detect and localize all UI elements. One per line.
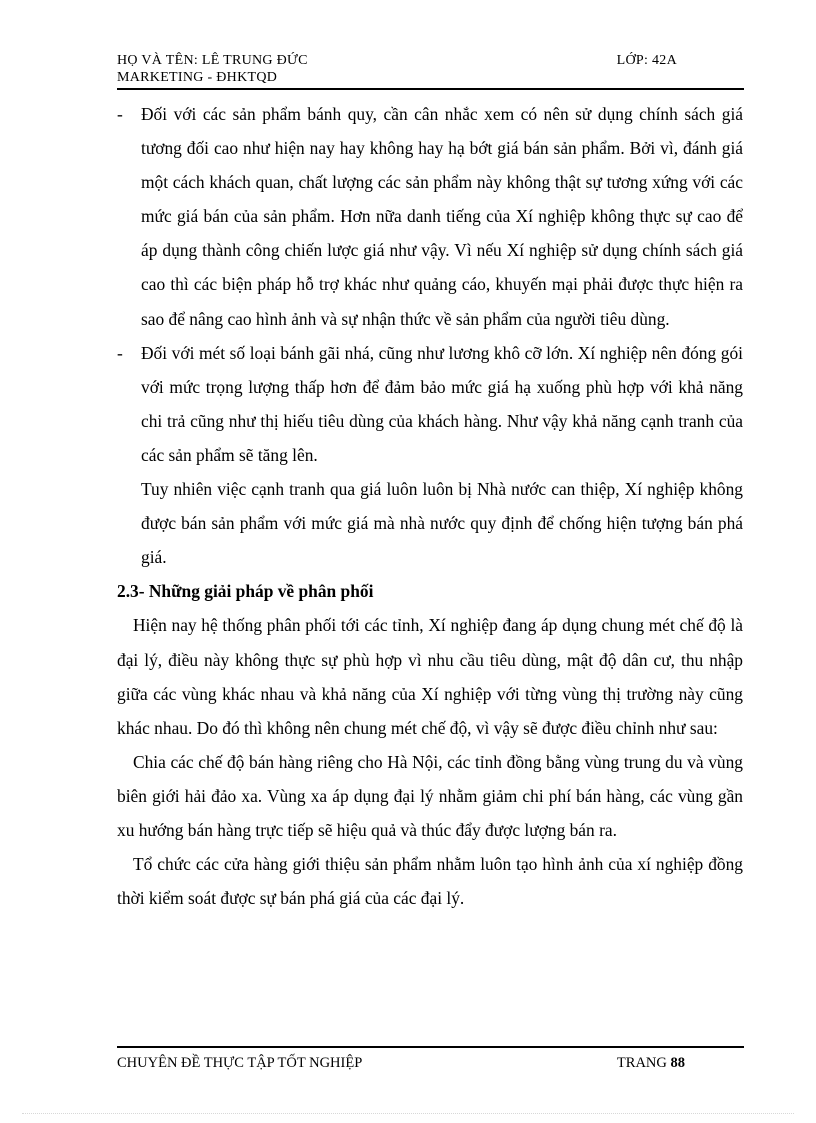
author-name: HỌ VÀ TÊN: LÊ TRUNG ĐỨC xyxy=(117,53,308,68)
header-rule xyxy=(117,88,744,90)
section-heading: 2.3- Những giải pháp về phân phối xyxy=(117,581,374,602)
page-edge-dots xyxy=(22,1113,794,1114)
document-body xyxy=(117,97,743,915)
paragraph-distribution: Hiện nay hệ thống phân phối tới các tỉnh, Xí nghiệp đang áp dụng chung mét chế độ là đại lý, điều này không thực sự phù hợp vì nhu cầu tiêu dùng, mật độ dân cư, thu nhập giữa các vùng khác nhau và khả năng của Xí nghiệp với từng vùng thị trường này cũng khác nhau. Do đó thì không nên chung mét chế độ, vì vậy sẽ được điều chỉnh như sau: xyxy=(117,615,743,738)
class-label: LỚP: 42A xyxy=(616,53,677,68)
page-footer xyxy=(117,1054,743,1072)
department: MARKETING - ĐHKTQD xyxy=(117,70,278,85)
bullet-text-packaging: Đối với mét số loại bánh gãi nhá, cũng như lương khô cỡ lớn. Xí nghiệp nên đóng gói với mức trọng lượng thấp hơn để đảm bảo mức giá hạ xuống phù hợp với khả năng chi trả cũng như thị hiếu tiêu dùng của khách hàng. Như vậy khả năng cạnh tranh của các sản phẩm sẽ tăng lên. xyxy=(141,342,743,465)
bullet-dash: - xyxy=(117,104,123,124)
page-indicator xyxy=(617,1054,685,1072)
bullet-dash: - xyxy=(117,342,123,363)
footer-rule xyxy=(117,1046,744,1048)
paragraph-stores: Tổ chức các cửa hàng giới thiệu sản phẩm nhằm luôn tạo hình ảnh của xí nghiệp đồng thời kiểm soát được sự bán phá giá của các đại lý. xyxy=(117,854,743,909)
bullet-item xyxy=(117,97,743,336)
bullet-text-cookies: Đối với các sản phẩm bánh quy, cần cân nhắc xem có nên sử dụng chính sách giá tương đối cao như hiện nay hay không hay hạ bớt giá bán sản phẩm. Bởi vì, đánh giá một cách khách quan, chất lượng các sản phẩm này không thật sự tương xứng với các mức giá bán của sản phẩm. Hơn nữa danh tiếng của Xí nghiệp không thực sự cao để áp dụng thành công chiến lược giá như vậy. Vì nếu Xí nghiệp sử dụng chính sách giá cao thì các biện pháp hỗ trợ khác như quảng cáo, khuyến mại phải được thực hiện ra sao để nâng cao hình ảnh và sự nhận thức về sản phẩm của người tiêu dùng. xyxy=(141,104,743,329)
page-label: TRANG xyxy=(616,1055,667,1071)
bullet-item xyxy=(117,336,743,472)
header-row xyxy=(117,52,743,69)
paragraph-regions: Chia các chế độ bán hàng riêng cho Hà Nội, các tỉnh đồng bằng vùng trung du và vùng biên giới hải đảo xa. Vùng xa áp dụng đại lý nhằm giảm chi phí bán hàng, các vùng gần xu hướng bán hàng trực tiếp sẽ hiệu quả và thúc đẩy được lượng bán ra. xyxy=(117,751,743,840)
page-number: 88 xyxy=(670,1055,685,1071)
footer-title: CHUYÊN ĐỀ THỰC TẬP TỐT NGHIỆP xyxy=(117,1055,363,1071)
note-paragraph: Tuy nhiên việc cạnh tranh qua giá luôn luôn bị Nhà nước can thiệp, Xí nghiệp không được bán sản phẩm với mức giá mà nhà nước quy định để chống hiện tượng bán phá giá. xyxy=(141,479,743,568)
page-header xyxy=(117,52,743,86)
